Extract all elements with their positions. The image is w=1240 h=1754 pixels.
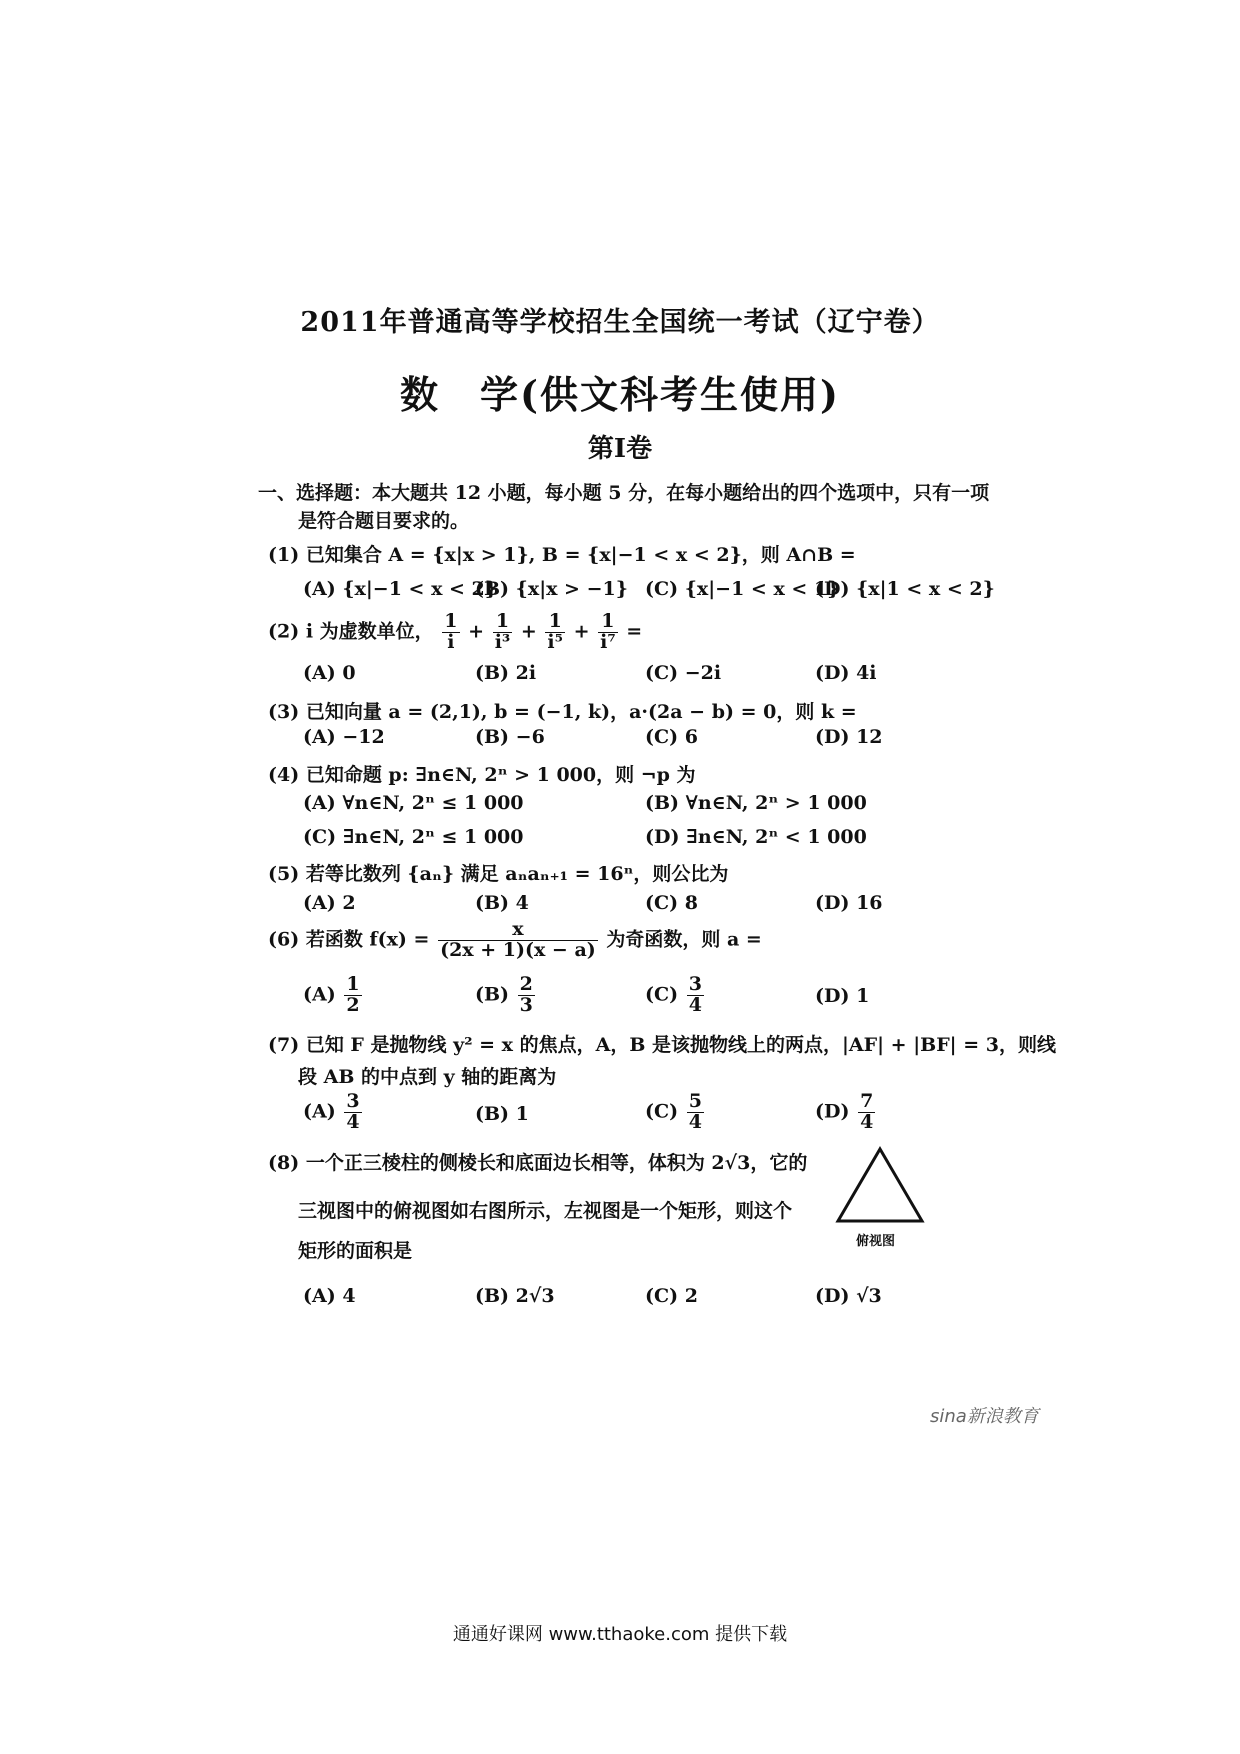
q1-option-c: (C) {x|−1 < x < 1} xyxy=(645,578,840,600)
q2-fraction-3: $\frac{1}{\text{i⁵}}$ xyxy=(547,610,563,653)
q8-figure-label: 俯视图 xyxy=(856,1234,896,1249)
q6-option-a: (A) $\frac{1}{2}$ xyxy=(303,973,360,1016)
q2-plus-2: + xyxy=(520,620,537,643)
q3-option-b: (B) −6 xyxy=(475,726,545,748)
section-instructions-line1: 一、选择题：本大题共 12 小题，每小题 5 分，在每小题给出的四个选项中，只有一项 xyxy=(258,482,990,504)
q8-option-c: (C) 2 xyxy=(645,1285,698,1307)
q6-stem xyxy=(268,920,762,961)
q7-option-b: (B) 1 xyxy=(475,1103,529,1125)
section-instructions-line2: 是符合题目要求的。 xyxy=(298,510,470,532)
q4-stem: (4) 已知命题 p: ∃n∈N, 2ⁿ > 1 000，则 ¬p 为 xyxy=(268,764,696,786)
q2-plus-3: + xyxy=(573,620,590,643)
q2-option-a: (A) 0 xyxy=(303,662,356,684)
q6-option-d: (D) 1 xyxy=(815,985,870,1007)
q3-stem: (3) 已知向量 a = (2,1), b = (−1, k)，a·(2a − b) = 0，则 k = xyxy=(268,701,857,723)
q7-option-c: (C) $\frac{5}{4}$ xyxy=(645,1090,702,1133)
sina-watermark-logo: sina新浪教育 xyxy=(930,1406,1039,1427)
exam-subtitle: 数 学(供文科考生使用) xyxy=(400,372,840,417)
q7-option-d: (D) $\frac{7}{4}$ xyxy=(815,1090,874,1133)
q6-option-b: (B) $\frac{2}{3}$ xyxy=(475,973,533,1016)
q8-option-b: (B) 2√3 xyxy=(475,1285,555,1307)
q7-stem-line1: (7) 已知 F 是抛物线 y² = x 的焦点，A，B 是该抛物线上的两点，|AF| + |BF| = 3，则线 xyxy=(268,1034,1056,1056)
q8-option-d: (D) √3 xyxy=(815,1285,882,1307)
q1-option-a: (A) {x|−1 < x < 2} xyxy=(303,578,497,600)
q2-fraction-4: $\frac{1}{\text{i⁷}}$ xyxy=(600,610,616,653)
q3-option-c: (C) 6 xyxy=(645,726,698,748)
q4-option-c: (C) ∃n∈N, 2ⁿ ≤ 1 000 xyxy=(303,826,524,848)
q4-option-b: (B) ∀n∈N, 2ⁿ > 1 000 xyxy=(645,792,867,814)
q4-option-d: (D) ∃n∈N, 2ⁿ < 1 000 xyxy=(645,826,867,848)
q8-option-a: (A) 4 xyxy=(303,1285,356,1307)
q1-option-d: (D) {x|1 < x < 2} xyxy=(815,578,995,600)
footer-download-note: 通通好课网 www.tthaoke.com 提供下载 xyxy=(452,1624,788,1645)
q6-fraction: $\frac{x}{(2x + 1)(x - a)}$ xyxy=(440,918,596,961)
part-heading: 第Ⅰ卷 xyxy=(587,434,653,464)
q2-prefix: (2) i 为虚数单位， xyxy=(268,620,434,643)
q8-stem-line2: 三视图中的俯视图如右图所示，左视图是一个矩形，则这个 xyxy=(298,1200,793,1222)
q1-stem: (1) 已知集合 A = {x|x > 1}, B = {x|−1 < x < 2}，则 A∩B = xyxy=(268,544,856,566)
q6-prefix: (6) 若函数 f(x) = xyxy=(268,928,430,951)
q7-stem-line2: 段 AB 的中点到 y 轴的距离为 xyxy=(298,1066,557,1088)
q2-stem xyxy=(268,612,642,653)
q5-option-b: (B) 4 xyxy=(475,892,529,914)
q2-fraction-2: $\frac{1}{\text{i³}}$ xyxy=(494,610,511,653)
q8-stem-line1: (8) 一个正三棱柱的侧棱长和底面边长相等，体积为 2√3，它的 xyxy=(268,1152,808,1174)
q2-equals: = xyxy=(626,620,643,643)
q6-suffix: 为奇函数，则 a = xyxy=(606,928,762,951)
q3-option-a: (A) −12 xyxy=(303,726,385,748)
q2-plus-1: + xyxy=(468,620,485,643)
q2-option-d: (D) 4i xyxy=(815,662,877,684)
exam-title: 2011年普通高等学校招生全国统一考试（辽宁卷） xyxy=(300,307,940,338)
q2-fraction-1: $\frac{1}{i}$ xyxy=(444,610,458,653)
q5-option-a: (A) 2 xyxy=(303,892,356,914)
q5-option-d: (D) 16 xyxy=(815,892,883,914)
q7-option-a: (A) $\frac{3}{4}$ xyxy=(303,1090,360,1133)
q6-option-c: (C) $\frac{3}{4}$ xyxy=(645,973,702,1016)
q2-option-c: (C) −2i xyxy=(645,662,722,684)
q1-option-b: (B) {x|x > −1} xyxy=(475,578,628,600)
q5-stem: (5) 若等比数列 {aₙ} 满足 aₙaₙ₊₁ = 16ⁿ，则公比为 xyxy=(268,863,729,885)
q8-stem-line3: 矩形的面积是 xyxy=(298,1240,413,1262)
q2-option-b: (B) 2i xyxy=(475,662,537,684)
q3-option-d: (D) 12 xyxy=(815,726,883,748)
q4-option-a: (A) ∀n∈N, 2ⁿ ≤ 1 000 xyxy=(303,792,524,814)
q5-option-c: (C) 8 xyxy=(645,892,698,914)
q8-top-view-triangle xyxy=(830,1143,930,1227)
